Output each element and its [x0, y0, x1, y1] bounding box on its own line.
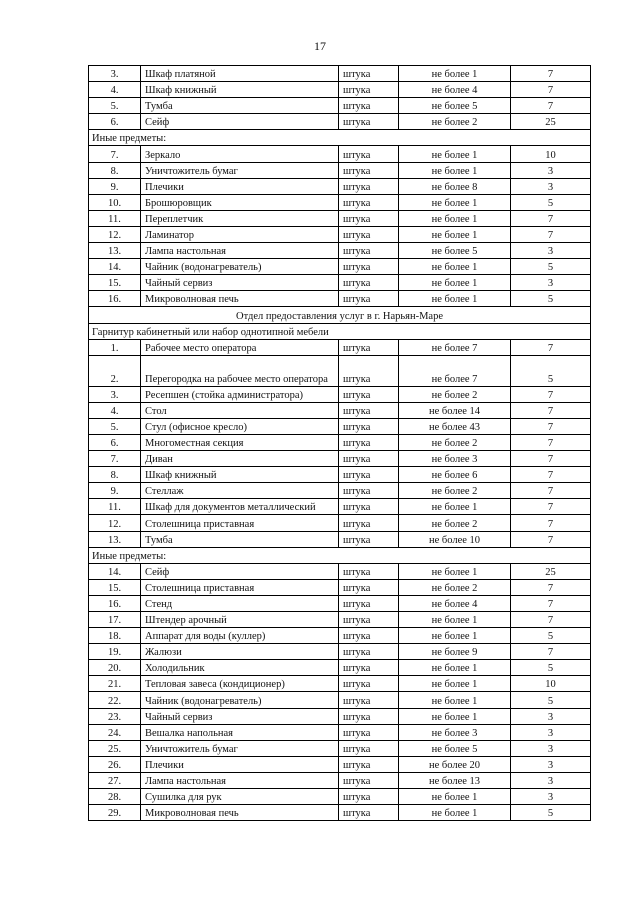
table-row — [89, 612, 591, 628]
item-quantity-norm: не более 5 — [399, 740, 511, 756]
item-service-years: 7 — [511, 386, 591, 402]
row-number: 1. — [89, 339, 141, 355]
item-unit: штука — [339, 708, 399, 724]
item-quantity-norm: не более 1 — [399, 612, 511, 628]
item-name: Столешница приставная — [141, 515, 339, 531]
item-unit: штука — [339, 612, 399, 628]
table-row — [89, 756, 591, 772]
item-unit: штука — [339, 275, 399, 291]
table-row — [89, 805, 591, 821]
item-service-years: 7 — [511, 579, 591, 595]
row-number: 6. — [89, 114, 141, 130]
item-quantity-norm: не более 1 — [399, 194, 511, 210]
row-number: 4. — [89, 402, 141, 418]
table-row — [89, 210, 591, 226]
item-name: Брошюровщик — [141, 194, 339, 210]
item-name: Холодильник — [141, 660, 339, 676]
item-quantity-norm: не более 7 — [399, 339, 511, 355]
item-name: Тепловая завеса (кондиционер) — [141, 676, 339, 692]
item-unit: штука — [339, 402, 399, 418]
item-quantity-norm: не более 20 — [399, 756, 511, 772]
row-number: 15. — [89, 275, 141, 291]
item-unit: штука — [339, 355, 399, 386]
inventory-table-body — [89, 66, 591, 821]
item-quantity-norm: не более 2 — [399, 434, 511, 450]
item-service-years: 3 — [511, 724, 591, 740]
table-row — [89, 789, 591, 805]
item-service-years: 7 — [511, 66, 591, 82]
item-name: Плечики — [141, 178, 339, 194]
section-header-row — [89, 130, 591, 146]
row-number: 7. — [89, 146, 141, 162]
table-row — [89, 676, 591, 692]
item-quantity-norm: не более 2 — [399, 386, 511, 402]
item-name: Диван — [141, 451, 339, 467]
item-service-years: 3 — [511, 162, 591, 178]
item-name: Шкаф книжный — [141, 82, 339, 98]
item-name: Микроволновая печь — [141, 805, 339, 821]
row-number: 16. — [89, 291, 141, 307]
item-name: Ресепшен (стойка администратора) — [141, 386, 339, 402]
item-unit: штука — [339, 259, 399, 275]
item-quantity-norm: не более 8 — [399, 178, 511, 194]
table-row — [89, 66, 591, 82]
item-unit: штука — [339, 563, 399, 579]
item-service-years: 5 — [511, 194, 591, 210]
row-number: 24. — [89, 724, 141, 740]
section-title: Иные предметы: — [89, 547, 591, 563]
item-service-years: 3 — [511, 178, 591, 194]
item-name: Лампа настольная — [141, 243, 339, 259]
item-quantity-norm: не более 4 — [399, 82, 511, 98]
table-row — [89, 740, 591, 756]
item-name: Аппарат для воды (куллер) — [141, 628, 339, 644]
table-row — [89, 483, 591, 499]
item-quantity-norm: не более 4 — [399, 595, 511, 611]
item-unit: штука — [339, 467, 399, 483]
table-row — [89, 339, 591, 355]
item-unit: штука — [339, 243, 399, 259]
item-name: Стеллаж — [141, 483, 339, 499]
item-quantity-norm: не более 1 — [399, 66, 511, 82]
table-row — [89, 499, 591, 515]
table-row — [89, 692, 591, 708]
inventory-table — [88, 65, 591, 821]
table-row — [89, 628, 591, 644]
table-row — [89, 660, 591, 676]
table-row — [89, 243, 591, 259]
item-quantity-norm: не более 43 — [399, 418, 511, 434]
item-service-years: 7 — [511, 434, 591, 450]
row-number: 22. — [89, 692, 141, 708]
row-number: 11. — [89, 499, 141, 515]
row-number: 12. — [89, 515, 141, 531]
item-quantity-norm: не более 9 — [399, 644, 511, 660]
item-service-years: 7 — [511, 402, 591, 418]
section-header-row — [89, 547, 591, 563]
table-row — [89, 162, 591, 178]
item-name: Сейф — [141, 114, 339, 130]
table-row — [89, 146, 591, 162]
item-service-years: 10 — [511, 676, 591, 692]
table-row — [89, 563, 591, 579]
row-number: 19. — [89, 644, 141, 660]
item-name: Сейф — [141, 563, 339, 579]
item-name: Чайный сервиз — [141, 708, 339, 724]
item-service-years: 5 — [511, 355, 591, 386]
table-row — [89, 644, 591, 660]
row-number: 13. — [89, 531, 141, 547]
item-service-years: 7 — [511, 515, 591, 531]
item-name: Шкаф платяной — [141, 66, 339, 82]
item-quantity-norm: не более 1 — [399, 162, 511, 178]
section-title: Иные предметы: — [89, 130, 591, 146]
table-row — [89, 724, 591, 740]
item-name: Зеркало — [141, 146, 339, 162]
item-service-years: 7 — [511, 210, 591, 226]
item-quantity-norm: не более 2 — [399, 483, 511, 499]
item-quantity-norm: не более 3 — [399, 451, 511, 467]
table-row — [89, 178, 591, 194]
item-unit: штука — [339, 579, 399, 595]
row-number: 16. — [89, 595, 141, 611]
row-number: 10. — [89, 194, 141, 210]
item-quantity-norm: не более 5 — [399, 98, 511, 114]
item-name: Ламинатор — [141, 226, 339, 242]
row-number: 15. — [89, 579, 141, 595]
row-number: 8. — [89, 162, 141, 178]
row-number: 23. — [89, 708, 141, 724]
item-name: Переплетчик — [141, 210, 339, 226]
row-number: 11. — [89, 210, 141, 226]
item-name: Стол — [141, 402, 339, 418]
table-row — [89, 259, 591, 275]
row-number: 6. — [89, 434, 141, 450]
row-number: 28. — [89, 789, 141, 805]
item-service-years: 3 — [511, 243, 591, 259]
item-quantity-norm: не более 10 — [399, 531, 511, 547]
item-service-years: 7 — [511, 483, 591, 499]
item-service-years: 5 — [511, 692, 591, 708]
table-row — [89, 451, 591, 467]
item-unit: штука — [339, 178, 399, 194]
row-number: 4. — [89, 82, 141, 98]
item-unit: штука — [339, 146, 399, 162]
item-name: Чайник (водонагреватель) — [141, 692, 339, 708]
item-unit: штука — [339, 82, 399, 98]
item-name: Лампа настольная — [141, 772, 339, 788]
item-unit: штука — [339, 66, 399, 82]
item-unit: штука — [339, 226, 399, 242]
table-row — [89, 531, 591, 547]
item-unit: штука — [339, 98, 399, 114]
item-quantity-norm: не более 1 — [399, 146, 511, 162]
item-unit: штука — [339, 434, 399, 450]
item-quantity-norm: не более 2 — [399, 579, 511, 595]
item-quantity-norm: не более 2 — [399, 515, 511, 531]
table-row — [89, 418, 591, 434]
item-unit: штука — [339, 595, 399, 611]
table-row — [89, 434, 591, 450]
row-number: 17. — [89, 612, 141, 628]
item-service-years: 3 — [511, 789, 591, 805]
table-row — [89, 402, 591, 418]
item-unit: штука — [339, 499, 399, 515]
item-service-years: 5 — [511, 805, 591, 821]
item-unit: штука — [339, 805, 399, 821]
item-name: Штендер арочный — [141, 612, 339, 628]
item-unit: штука — [339, 451, 399, 467]
row-number: 13. — [89, 243, 141, 259]
item-unit: штука — [339, 628, 399, 644]
table-row — [89, 515, 591, 531]
item-unit: штука — [339, 210, 399, 226]
item-service-years: 7 — [511, 499, 591, 515]
item-quantity-norm: не более 13 — [399, 772, 511, 788]
item-quantity-norm: не более 1 — [399, 789, 511, 805]
table-row — [89, 708, 591, 724]
item-name: Перегородка на рабочее место оператора — [141, 355, 339, 386]
item-name: Шкаф для документов металлический — [141, 499, 339, 515]
table-row — [89, 114, 591, 130]
item-service-years: 7 — [511, 451, 591, 467]
section-title: Отдел предоставления услуг в г. Нарьян-Маре — [89, 307, 591, 323]
item-name: Многоместная секция — [141, 434, 339, 450]
item-unit: штука — [339, 418, 399, 434]
table-row — [89, 772, 591, 788]
row-number: 3. — [89, 386, 141, 402]
table-row — [89, 194, 591, 210]
item-unit: штука — [339, 740, 399, 756]
item-name: Стенд — [141, 595, 339, 611]
item-unit: штука — [339, 291, 399, 307]
item-name: Вешалка напольная — [141, 724, 339, 740]
item-service-years: 3 — [511, 275, 591, 291]
row-number: 21. — [89, 676, 141, 692]
item-service-years: 5 — [511, 259, 591, 275]
item-service-years: 7 — [511, 644, 591, 660]
item-name: Жалюзи — [141, 644, 339, 660]
item-service-years: 7 — [511, 339, 591, 355]
table-row — [89, 355, 591, 386]
item-quantity-norm: не более 14 — [399, 402, 511, 418]
row-number: 3. — [89, 66, 141, 82]
item-quantity-norm: не более 1 — [399, 210, 511, 226]
item-unit: штука — [339, 162, 399, 178]
section-title: Гарнитур кабинетный или набор однотипной мебели — [89, 323, 591, 339]
item-unit: штука — [339, 676, 399, 692]
item-unit: штука — [339, 724, 399, 740]
row-number: 25. — [89, 740, 141, 756]
item-unit: штука — [339, 756, 399, 772]
row-number: 5. — [89, 98, 141, 114]
item-service-years: 7 — [511, 595, 591, 611]
item-name: Шкаф книжный — [141, 467, 339, 483]
table-row — [89, 595, 591, 611]
item-unit: штука — [339, 531, 399, 547]
item-unit: штука — [339, 194, 399, 210]
table-row — [89, 291, 591, 307]
item-unit: штука — [339, 114, 399, 130]
item-service-years: 7 — [511, 82, 591, 98]
table-row — [89, 579, 591, 595]
item-quantity-norm: не более 1 — [399, 499, 511, 515]
item-service-years: 3 — [511, 756, 591, 772]
item-quantity-norm: не более 1 — [399, 291, 511, 307]
row-number: 14. — [89, 259, 141, 275]
table-row — [89, 386, 591, 402]
row-number: 8. — [89, 467, 141, 483]
item-unit: штука — [339, 660, 399, 676]
item-service-years: 7 — [511, 531, 591, 547]
item-service-years: 3 — [511, 708, 591, 724]
item-quantity-norm: не более 1 — [399, 259, 511, 275]
item-quantity-norm: не более 1 — [399, 692, 511, 708]
item-name: Чайник (водонагреватель) — [141, 259, 339, 275]
item-name: Микроволновая печь — [141, 291, 339, 307]
item-service-years: 3 — [511, 740, 591, 756]
item-unit: штука — [339, 386, 399, 402]
row-number: 27. — [89, 772, 141, 788]
row-number: 12. — [89, 226, 141, 242]
item-service-years: 7 — [511, 98, 591, 114]
item-name: Чайный сервиз — [141, 275, 339, 291]
item-unit: штука — [339, 789, 399, 805]
item-service-years: 25 — [511, 563, 591, 579]
row-number: 9. — [89, 483, 141, 499]
row-number: 9. — [89, 178, 141, 194]
item-quantity-norm: не более 1 — [399, 275, 511, 291]
section-header-row — [89, 307, 591, 323]
item-service-years: 5 — [511, 291, 591, 307]
item-name: Сушилка для рук — [141, 789, 339, 805]
item-service-years: 7 — [511, 226, 591, 242]
item-service-years: 10 — [511, 146, 591, 162]
item-quantity-norm: не более 1 — [399, 660, 511, 676]
table-row — [89, 226, 591, 242]
item-name: Стул (офисное кресло) — [141, 418, 339, 434]
item-unit: штука — [339, 339, 399, 355]
item-name: Плечики — [141, 756, 339, 772]
page-number: 17 — [314, 39, 326, 53]
item-name: Тумба — [141, 531, 339, 547]
item-quantity-norm: не более 1 — [399, 708, 511, 724]
item-unit: штука — [339, 772, 399, 788]
item-quantity-norm: не более 1 — [399, 563, 511, 579]
item-quantity-norm: не более 1 — [399, 628, 511, 644]
item-service-years: 5 — [511, 628, 591, 644]
table-row — [89, 467, 591, 483]
item-name: Уничтожитель бумаг — [141, 740, 339, 756]
row-number: 7. — [89, 451, 141, 467]
item-name: Рабочее место оператора — [141, 339, 339, 355]
item-quantity-norm: не более 3 — [399, 724, 511, 740]
item-unit: штука — [339, 515, 399, 531]
item-unit: штука — [339, 692, 399, 708]
row-number: 2. — [89, 355, 141, 386]
item-quantity-norm: не более 6 — [399, 467, 511, 483]
table-row — [89, 98, 591, 114]
item-unit: штука — [339, 483, 399, 499]
row-number: 18. — [89, 628, 141, 644]
item-unit: штука — [339, 644, 399, 660]
item-service-years: 7 — [511, 467, 591, 483]
row-number: 26. — [89, 756, 141, 772]
item-quantity-norm: не более 1 — [399, 226, 511, 242]
item-name: Столешница приставная — [141, 579, 339, 595]
item-service-years: 3 — [511, 772, 591, 788]
item-service-years: 5 — [511, 660, 591, 676]
item-quantity-norm: не более 2 — [399, 114, 511, 130]
row-number: 14. — [89, 563, 141, 579]
item-name: Тумба — [141, 98, 339, 114]
row-number: 5. — [89, 418, 141, 434]
item-quantity-norm: не более 1 — [399, 805, 511, 821]
table-row — [89, 82, 591, 98]
section-header-row — [89, 323, 591, 339]
item-quantity-norm: не более 1 — [399, 676, 511, 692]
item-service-years: 7 — [511, 418, 591, 434]
item-service-years: 7 — [511, 612, 591, 628]
item-name: Уничтожитель бумаг — [141, 162, 339, 178]
item-quantity-norm: не более 7 — [399, 355, 511, 386]
row-number: 29. — [89, 805, 141, 821]
row-number: 20. — [89, 660, 141, 676]
item-quantity-norm: не более 5 — [399, 243, 511, 259]
item-service-years: 25 — [511, 114, 591, 130]
table-row — [89, 275, 591, 291]
